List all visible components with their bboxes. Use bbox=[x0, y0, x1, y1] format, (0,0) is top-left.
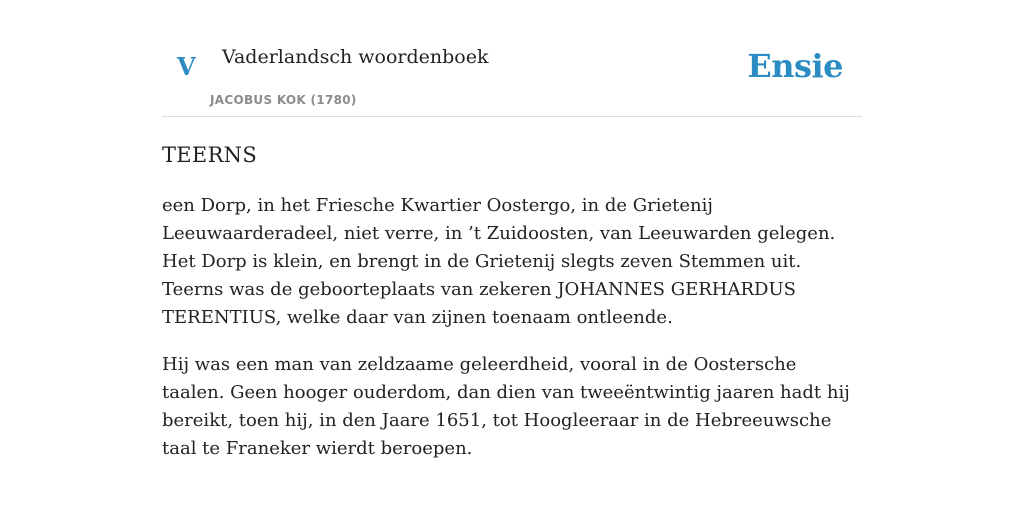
book-author: JACOBUS KOK (1780) bbox=[210, 93, 357, 107]
entry-body bbox=[162, 192, 862, 463]
entry-title: TEERNS bbox=[162, 143, 258, 167]
book-letter-icon[interactable]: V bbox=[177, 52, 196, 81]
book-title-link[interactable]: Vaderlandsch woordenboek bbox=[222, 46, 489, 68]
page-header bbox=[162, 0, 862, 117]
ensie-logo[interactable]: Ensie bbox=[747, 47, 843, 85]
entry-paragraph: Hij was een man van zeldzaame geleerdheid, vooral in de Oostersche taalen. Geen hooger ouderdom, dan dien van tweeëntwintig jaaren hadt hij bereikt, toen hij, in den Jaare 1651, tot Hoogleeraar in de Hebreeuwsche taal te Franeker wierdt beroepen. bbox=[162, 354, 850, 459]
entry bbox=[162, 140, 862, 463]
entry-paragraph: een Dorp, in het Friesche Kwartier Oostergo, in de Grietenij Leeuwaarderadeel, niet verre, in ’t Zuidoosten, van Leeuwarden gelegen. Het Dorp is klein, en brengt in de Grietenij slegts zeven Stemmen uit. Teerns was de geboorteplaats van zekeren JOHANNES GERHARDUS TERENTIUS, welke daar van zijnen toenaam ontleende. bbox=[162, 195, 836, 328]
